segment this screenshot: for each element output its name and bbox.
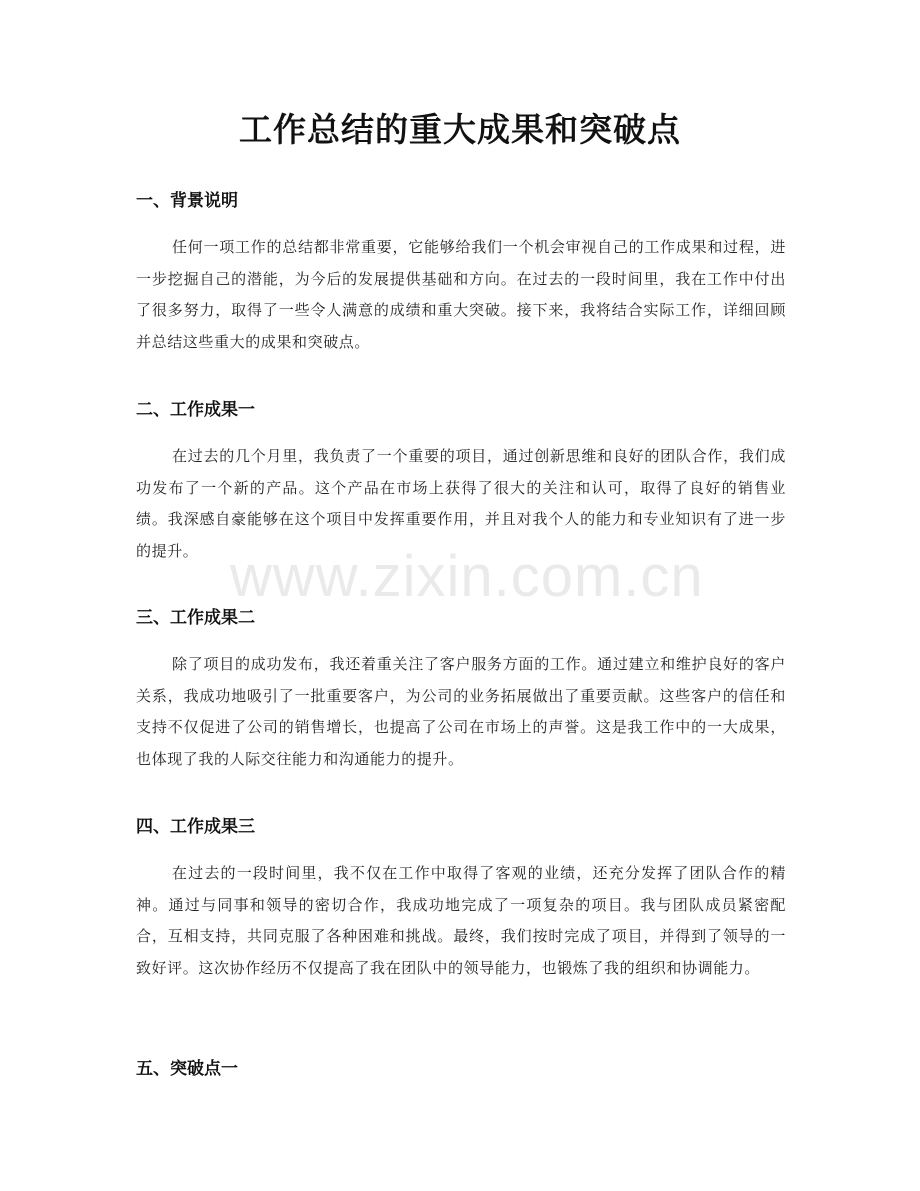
section-paragraph: 除了项目的成功发布，我还着重关注了客户服务方面的工作。通过建立和维护良好的客户关系，我成功地吸引了一批重要客户，为公司的业务拓展做出了重要贡献。这些客户的信任和支持不仅促进了公司的销售增长，也提高了公司在市场上的声誉。这是我工作中的一大成果，也体现了我的人际交往能力和沟通能力的提升。 [136,655,786,768]
section-achievement-1 [136,395,786,567]
section-paragraph: 任何一项工作的总结都非常重要，它能够给我们一个机会审视自己的工作成果和过程，进一步挖掘自己的潜能，为今后的发展提供基础和方向。在过去的一段时间里，我在工作中付出了很多努力，取得了一些令人满意的成绩和重大突破。接下来，我将结合实际工作，详细回顾并总结这些重大的成果和突破点。 [136,238,786,351]
section-breakthrough-1 [136,1054,786,1084]
section-heading: 三、工作成果二 [136,608,255,628]
section-paragraph: 在过去的几个月里，我负责了一个重要的项目，通过创新思维和良好的团队合作，我们成功发布了一个新的产品。这个产品在市场上获得了很大的关注和认可，取得了良好的销售业绩。我深感自豪能够在这个项目中发挥重要作用，并且对我个人的能力和专业知识有了进一步的提升。 [136,447,786,560]
watermark-text: www.zixin.com.cn [230,544,704,609]
section-achievement-3 [136,812,786,984]
section-background [136,186,786,358]
section-heading: 二、工作成果一 [136,400,255,420]
page-title: 工作总结的重大成果和突破点 [239,110,681,149]
section-heading: 五、突破点一 [136,1059,238,1079]
section-achievement-2 [136,603,786,775]
section-heading: 一、背景说明 [136,191,238,211]
section-heading: 四、工作成果三 [136,817,255,837]
section-paragraph: 在过去的一段时间里，我不仅在工作中取得了客观的业绩，还充分发挥了团队合作的精神。通过与同事和领导的密切合作，我成功地完成了一项复杂的项目。我与团队成员紧密配合，互相支持，共同克服了各种困难和挑战。最终，我们按时完成了项目，并得到了领导的一致好评。这次协作经历不仅提高了我在团队中的领导能力，也锻炼了我的组织和协调能力。 [136,864,786,977]
